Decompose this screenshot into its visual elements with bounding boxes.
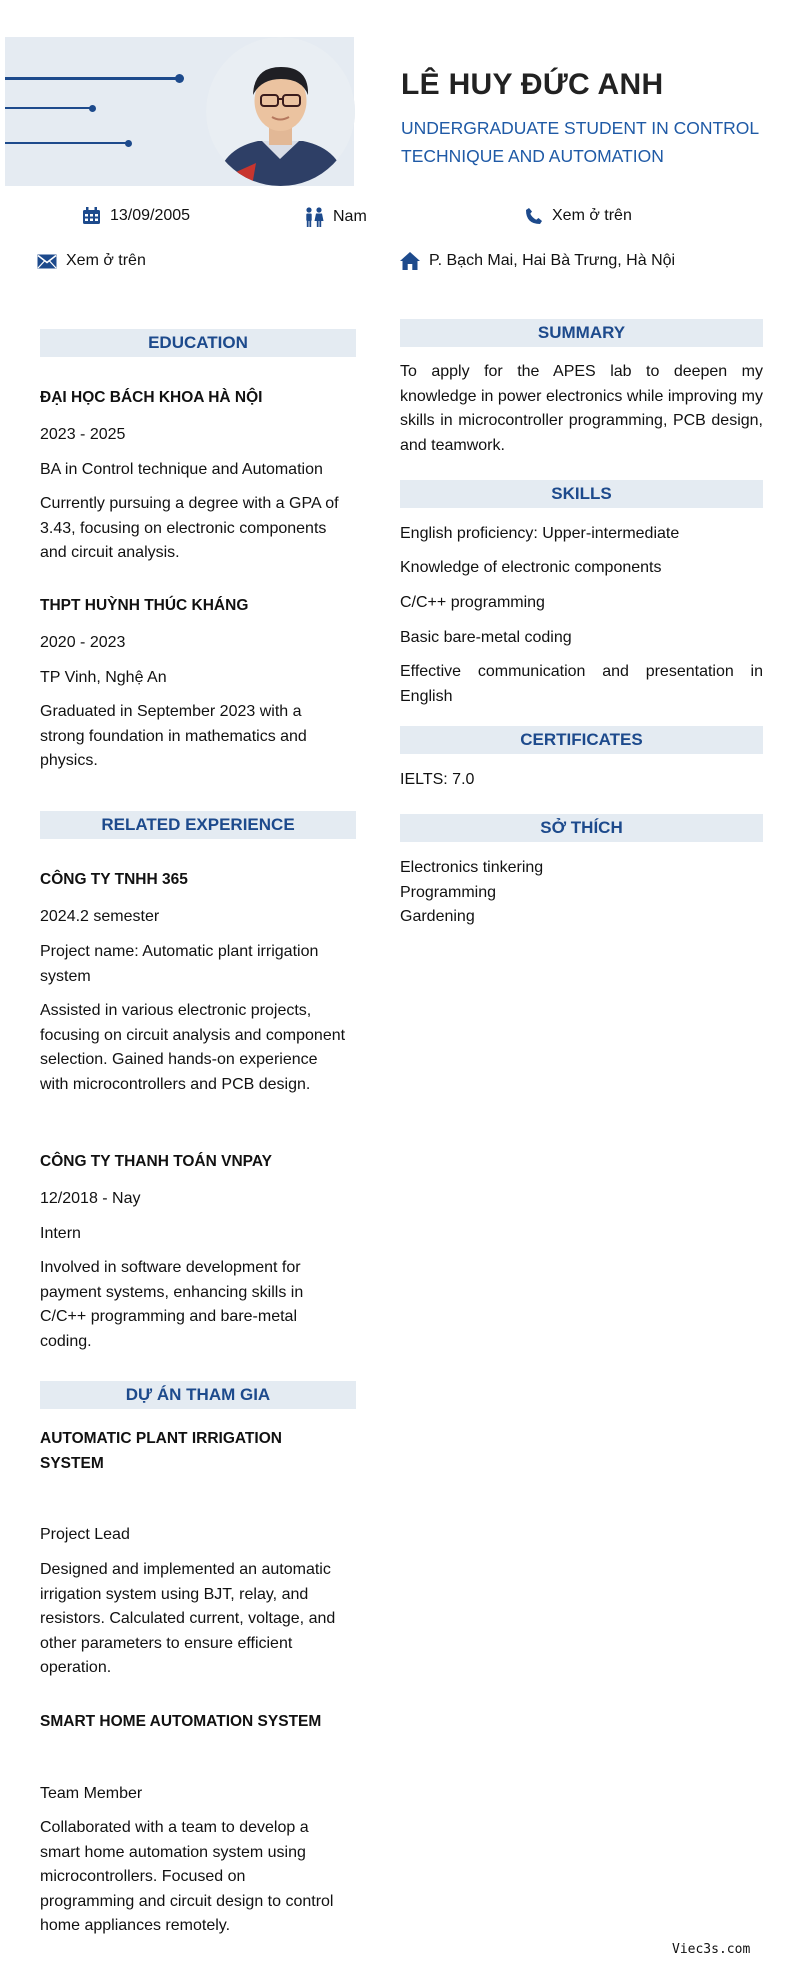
phone-icon <box>525 207 543 225</box>
education-sub-1: BA in Control technique and Automation <box>40 461 323 478</box>
gender-info <box>304 207 367 227</box>
education-desc-1: Currently pursuing a degree with a GPA of 3.43, focusing on electronic components and circuit analysis. <box>40 495 339 561</box>
experience-company-2: CÔNG TY THANH TOÁN VNPAY <box>40 1153 272 1170</box>
address-value: P. Bạch Mai, Hai Bà Trưng, Hà Nội <box>429 252 676 269</box>
summary-text: To apply for the APES lab to deepen my knowledge in power electronics while improving my skills in microcontroller programming, PCB design, and teamwork. <box>400 363 763 454</box>
skill-item-2: Knowledge of electronic components <box>400 559 662 576</box>
email-info <box>37 252 146 270</box>
education-period-2: 2020 - 2023 <box>40 634 126 651</box>
skill-item-3: C/C++ programming <box>400 594 545 611</box>
experience-role-1: Project name: Automatic plant irrigation system <box>40 943 319 985</box>
email-icon <box>37 254 57 269</box>
candidate-name: LÊ HUY ĐỨC ANH <box>401 68 664 101</box>
project-role-1: Project Lead <box>40 1526 130 1543</box>
experience-desc-1: Assisted in various electronic projects, focusing on circuit analysis and component selection. Gained hands-on experience with microcontrollers and PCB design. <box>40 1002 346 1093</box>
projects-heading: DỰ ÁN THAM GIA <box>40 1381 356 1409</box>
experience-period-2: 12/2018 - Nay <box>40 1190 141 1207</box>
address-info <box>400 252 675 270</box>
calendar-icon <box>82 207 101 225</box>
experience-period-1: 2024.2 semester <box>40 908 160 925</box>
hobby-item-3: Gardening <box>400 908 475 925</box>
education-school-1: ĐẠI HỌC BÁCH KHOA HÀ NỘI <box>40 389 263 406</box>
project-name-1: AUTOMATIC PLANT IRRIGATION SYSTEM <box>40 1430 282 1472</box>
decor-line-2 <box>5 107 93 109</box>
experience-role-2: Intern <box>40 1225 81 1242</box>
experience-desc-2: Involved in software development for payment systems, enhancing skills in C/C++ programming and bare-metal coding. <box>40 1259 304 1350</box>
skill-item-5: Effective communication and presentation in English <box>400 663 763 705</box>
education-desc-2: Graduated in September 2023 with a strong foundation in mathematics and physics. <box>40 703 307 769</box>
gender-icon <box>304 207 324 227</box>
education-period-1: 2023 - 2025 <box>40 426 126 443</box>
skill-item-4: Basic bare-metal coding <box>400 629 572 646</box>
project-desc-1: Designed and implemented an automatic irrigation system using BJT, relay, and resistors. Calculated current, voltage, and other parameters to ensure efficient operation. <box>40 1561 336 1676</box>
project-name-2: SMART HOME AUTOMATION SYSTEM <box>40 1713 322 1730</box>
experience-company-1: CÔNG TY TNHH 365 <box>40 871 188 888</box>
email-value: Xem ở trên <box>66 252 146 269</box>
decor-line-3 <box>5 142 129 144</box>
hobby-item-1: Electronics tinkering <box>400 859 544 876</box>
education-heading: EDUCATION <box>40 329 356 357</box>
home-icon <box>400 252 420 270</box>
skill-item-1: English proficiency: Upper-intermediate <box>400 525 680 542</box>
certificate-item-1: IELTS: 7.0 <box>400 771 475 788</box>
education-sub-2: TP Vinh, Nghệ An <box>40 669 167 686</box>
phone-info <box>525 207 632 225</box>
decor-line-1 <box>5 77 180 80</box>
skills-heading: SKILLS <box>400 480 763 508</box>
avatar-portrait-icon <box>206 37 355 186</box>
summary-heading: SUMMARY <box>400 319 763 347</box>
hobbies-heading: SỞ THÍCH <box>400 814 763 842</box>
phone-value: Xem ở trên <box>552 207 632 224</box>
experience-heading: RELATED EXPERIENCE <box>40 811 356 839</box>
project-role-2: Team Member <box>40 1785 143 1802</box>
dob-value: 13/09/2005 <box>110 207 191 224</box>
avatar <box>206 37 355 186</box>
dob-info <box>82 207 190 225</box>
certificates-heading: CERTIFICATES <box>400 726 763 754</box>
candidate-title: UNDERGRADUATE STUDENT IN CONTROL TECHNIQUE AND AUTOMATION <box>401 118 759 166</box>
project-desc-2: Collaborated with a team to develop a smart home automation system using microcontrollers. Focused on programming and circuit design to control home appliances remotely. <box>40 1819 334 1934</box>
education-school-2: THPT HUỲNH THÚC KHÁNG <box>40 597 249 614</box>
watermark: Viec3s.com <box>672 1942 751 1957</box>
hobby-item-2: Programming <box>400 884 497 901</box>
gender-value: Nam <box>333 208 367 225</box>
